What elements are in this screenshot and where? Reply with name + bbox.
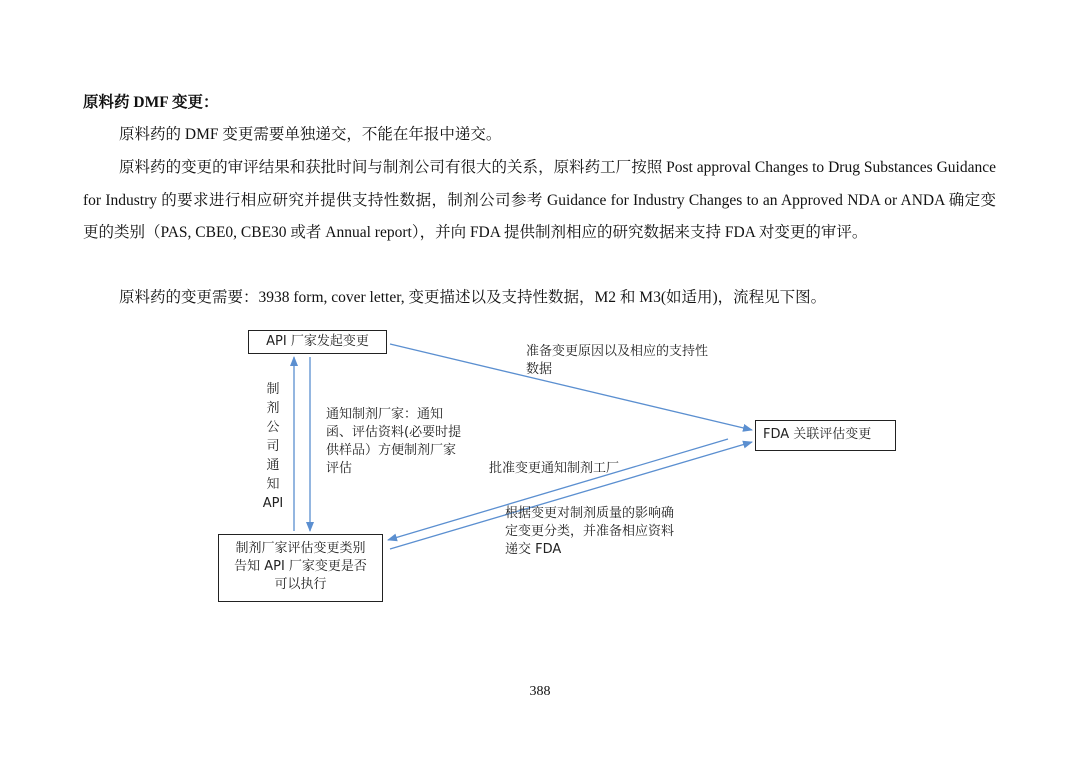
box-manufacturer-line-3: 可以执行	[274, 577, 327, 592]
label-determine-category: 根据变更对制剂质量的影响确定变更分类，并准备相应资料递交 FDA	[505, 506, 675, 557]
paragraph-2: 原料药的变更的审评结果和获批时间与制剂公司有很大的关系，原料药工厂按照 Post approval Changes to Drug Substances Guidance for Industry 的要求进行相应研究并提供支持性数据，制剂公司参考 Guidance for Industry Changes to an Approved NDA or ANDA 确定变更的类别（PAS, CBE0, CBE30 或者 Annual report），并向 FDA 提供制剂相应的研究数据来支持 FDA 对变更的审评。	[83, 159, 996, 241]
label-approve-notify: 批准变更通知制剂工厂	[489, 461, 620, 476]
vertical-char: 通	[266, 458, 280, 473]
box-api-initiates-change: API 厂家发起变更	[248, 330, 387, 354]
box-fda-evaluates-change: FDA 关联评估变更	[755, 420, 896, 451]
vertical-char: API	[262, 496, 284, 511]
section-heading: 原料药 DMF 变更：	[83, 94, 219, 111]
vertical-char: 制	[266, 382, 280, 397]
box-manufacturer-line-2: 告知 API 厂家变更是否	[234, 559, 367, 574]
vertical-char: 知	[266, 477, 280, 492]
box-manufacturer-line-1: 制剂厂家评估变更类别	[235, 541, 366, 556]
page-number: 388	[529, 684, 551, 699]
label-prepare-data: 准备变更原因以及相应的支持性数据	[526, 344, 709, 377]
paragraph-3: 原料药的变更需要：3938 form, cover letter, 变更描述以及支持性数据，M2 和 M3(如适用)，流程见下图。	[119, 289, 827, 306]
vertical-char: 剂	[266, 401, 280, 416]
vertical-char: 司	[266, 439, 280, 454]
label-notify-manufacturer: 通知制剂厂家：通知函、评估资料(必要时提供样品）方便制剂厂家评估	[326, 407, 462, 476]
paragraph-1: 原料药的 DMF 变更需要单独递交，不能在年报中递交。	[119, 126, 502, 143]
label-vertical-notify-api	[262, 380, 284, 513]
box-manufacturer-evaluates	[218, 534, 383, 602]
vertical-char: 公	[266, 420, 280, 435]
